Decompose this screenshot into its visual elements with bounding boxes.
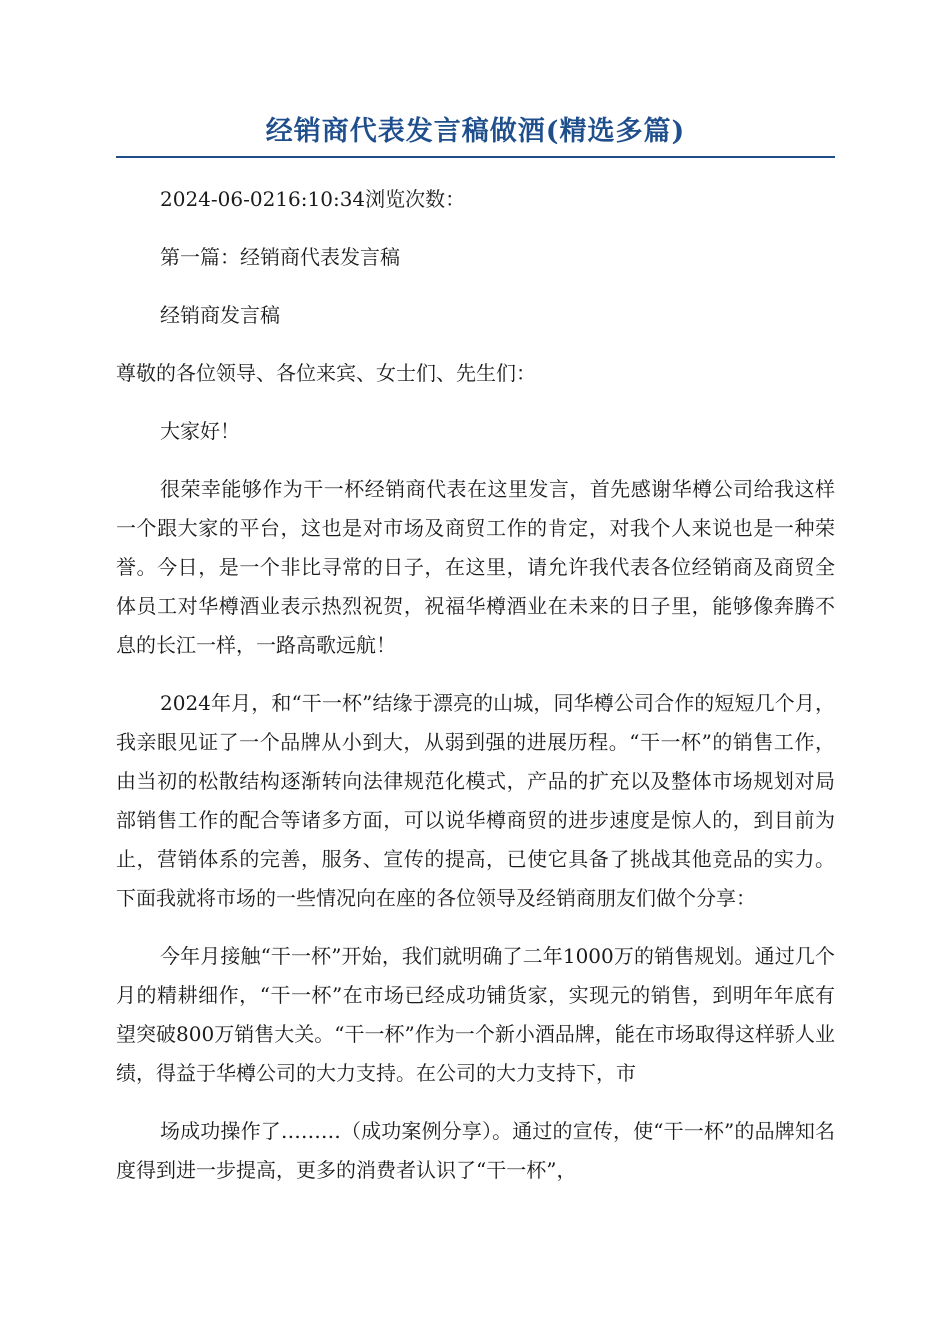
body-paragraph: 很荣幸能够作为干一杯经销商代表在这里发言，首先感谢华樽公司给我这样一个跟大家的平台，这也是对市场及商贸工作的肯定，对我个人来说也是一种荣誉。今日，是一个非比寻常的日子，在这里，请允许我代表各位经销商及商贸全体员工对华樽酒业表示热烈祝贺，祝福华樽酒业在未来的日子里，能够像奔腾不息的长江一样，一路高歌远航！	[116, 477, 835, 657]
document-title: 经销商代表发言稿做酒(精选多篇)	[265, 116, 686, 147]
sub-heading: 经销商发言稿	[160, 303, 280, 327]
section-heading: 第一篇：经销商代表发言稿	[160, 245, 400, 269]
document-page	[116, 110, 835, 1190]
body-paragraph: 今年月接触“干一杯”开始，我们就明确了二年1000万的销售规划。通过几个月的精耕细作，“干一杯”在市场已经成功铺货家，实现元的销售，到明年年底有望突破800万销售大关。“干一杯”作为一个新小酒品牌，能在市场取得这样骄人业绩，得益于华樽公司的大力支持。在公司的大力支持下，市	[116, 944, 835, 1085]
body-paragraph: 2024年月，和“干一杯”结缘于漂亮的山城，同华樽公司合作的短短几个月，我亲眼见证了一个品牌从小到大，从弱到强的进展历程。“干一杯”的销售工作，由当初的松散结构逐渐转向法律规范化模式，产品的扩充以及整体市场规划对局部销售工作的配合等诸多方面，可以说华樽商贸的进步速度是惊人的，到目前为止，营销体系的完善，服务、宣传的提高，已使它具备了挑战其他竞品的实力。下面我就将市场的一些情况向在座的各位领导及经销商朋友们做个分享：	[116, 691, 835, 910]
meta-line: 2024-06-0216:10:34浏览次数：	[160, 187, 466, 211]
title-underline	[116, 156, 835, 158]
salutation: 尊敬的各位领导、各位来宾、女士们、先生们：	[116, 361, 536, 385]
greeting: 大家好！	[160, 419, 240, 443]
body-paragraph: 场成功操作了………（成功案例分享）。通过的宣传，使“干一杯”的品牌知名度得到进一步提高，更多的消费者认识了“干一杯”，	[116, 1119, 835, 1182]
